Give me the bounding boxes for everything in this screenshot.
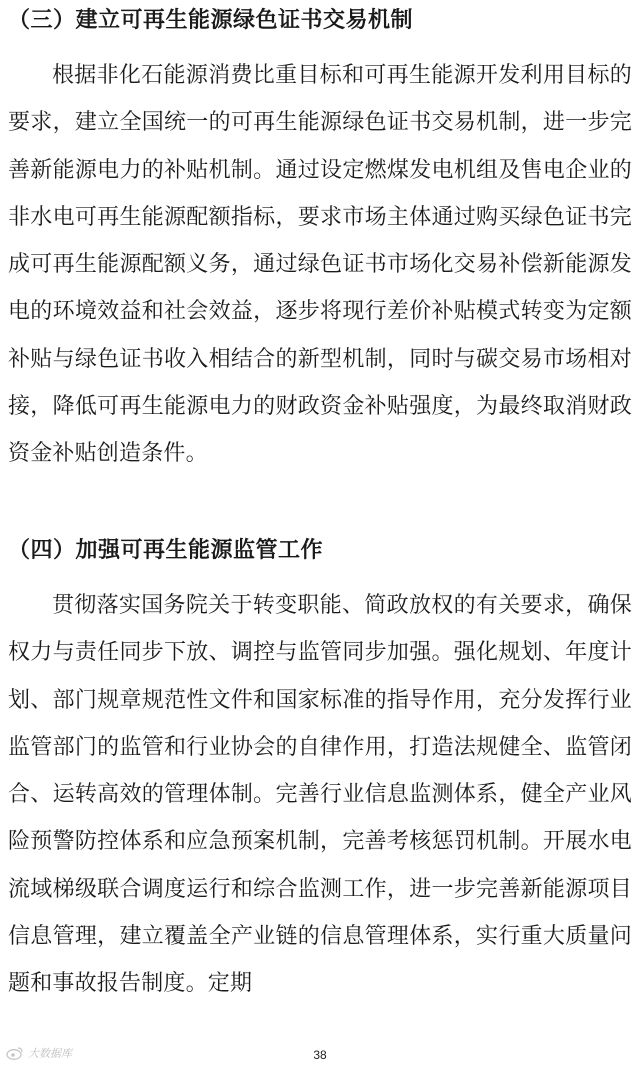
- page-number: 38: [313, 1048, 327, 1062]
- section-heading: （四）加强可再生能源监管工作: [8, 538, 324, 563]
- section-paragraph: 根据非化石能源消费比重目标和可再生能源开发利用目标的要求，建立全国统一的可再生能源绿色证书交易机制，进一步完善新能源电力的补贴机制。通过设定燃煤发电机组及售电企业的非水电可再生能源配额指标，要求市场主体通过购买绿色证书完成可再生能源配额义务，通过绿色证书市场化交易补偿新能源发电的环境效益和社会效益，逐步将现行差价补贴模式转变为定额补贴与绿色证书收入相结合的新型机制，同时与碳交易市场相对接，降低可再生能源电力的财政资金补贴强度，为最终取消财政资金补贴创造条件。: [8, 63, 632, 467]
- watermark-text: 大数据库: [28, 1048, 72, 1060]
- section-paragraph: 贯彻落实国务院关于转变职能、简政放权的有关要求，确保权力与责任同步下放、调控与监管同步加强。强化规划、年度计划、部门规章规范性文件和国家标准的指导作用，充分发挥行业监管部门的监管和行业协会的自律作用，打造法规健全、监管闭合、运转高效的管理体制。完善行业信息监测体系，健全产业风险预警防控体系和应急预案机制，完善考核惩罚机制。开展水电流域梯级联合调度运行和综合监测工作，进一步完善新能源项目信息管理，建立覆盖全产业链的信息管理体系，实行重大质量问题和事故报告制度。定期: [8, 593, 632, 997]
- section-heading: （三）建立可再生能源绿色证书交易机制: [8, 8, 414, 33]
